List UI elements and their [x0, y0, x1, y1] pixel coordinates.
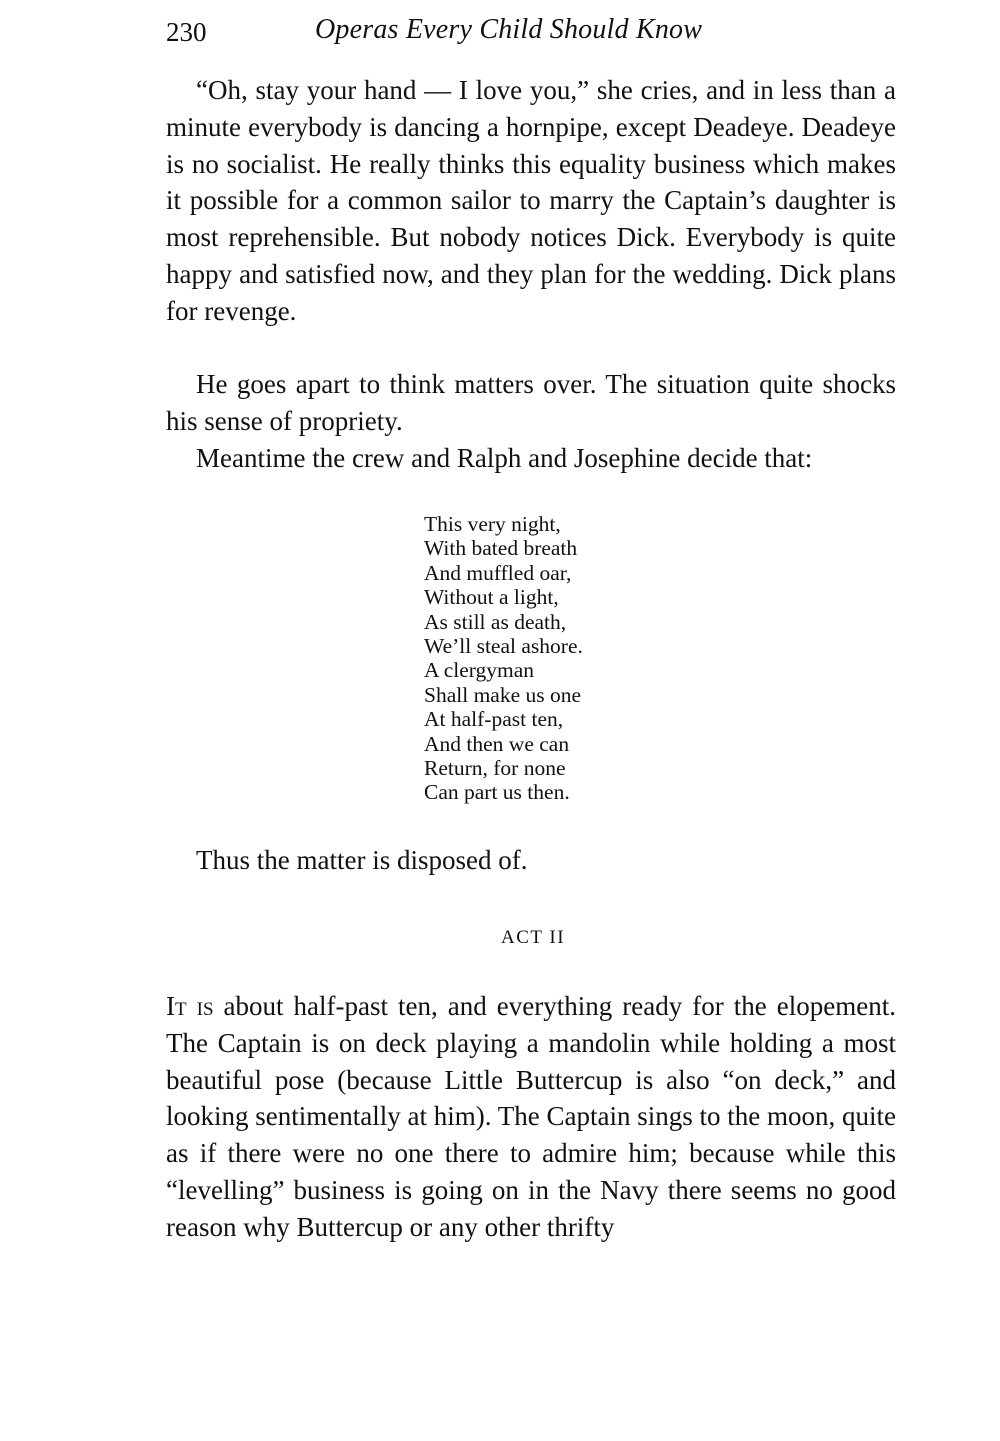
body-paragraph: Thus the matter is disposed of. — [196, 845, 528, 875]
verse-line: As still as death, — [424, 609, 567, 634]
verse-line: And muffled oar, — [424, 560, 572, 585]
verse-line: And then we can — [424, 731, 570, 756]
running-title: Operas Every Child Should Know — [315, 14, 703, 45]
paragraph-text: about half-past ten, and everything ready for the elopement. The Captain is on deck playing a mandolin while holding a most beautiful pose (because Little Buttercup is also “on deck,” and looking sentimentally at him). The Captain sings to the moon, quite as if there were no one there to admire him; because while this “levelling” business is going on in the Navy there seems no good reason why Buttercup or any other thrifty — [166, 991, 896, 1242]
verse-line: Without a light, — [424, 585, 559, 610]
body-paragraph — [166, 988, 896, 1246]
verse-line: At half-past ten, — [424, 707, 564, 732]
verse-line: A clergyman — [424, 658, 535, 683]
verse-block — [424, 512, 583, 805]
verse-line: Shall make us one — [424, 682, 582, 707]
verse-line: We’ll steal ashore. — [424, 634, 583, 659]
paragraph-lead-words: It is — [166, 991, 214, 1021]
page-number: 230 — [166, 17, 207, 47]
act-heading: ACT II — [500, 927, 566, 948]
body-paragraph: “Oh, stay your hand — I love you,” she cries, and in less than a minute everybody is dancing a hornpipe, except Deadeye. Deadeye is no socialist. He really thinks this equality business which makes it possible for a common sailor to marry the Captain’s daughter is most reprehensible. But nobody notices Dick. Everybody is quite happy and satisfied now, and they plan for the wedding. Dick plans for revenge. — [166, 75, 896, 326]
body-paragraph: He goes apart to think matters over. The situation quite shocks his sense of propriety. — [166, 369, 896, 436]
verse-line: Can part us then. — [424, 780, 570, 805]
verse-line: With bated breath — [424, 536, 578, 561]
verse-line: Return, for none — [424, 756, 566, 781]
verse-line: This very night, — [424, 512, 561, 536]
body-paragraph: Meantime the crew and Ralph and Josephine decide that: — [196, 443, 813, 473]
